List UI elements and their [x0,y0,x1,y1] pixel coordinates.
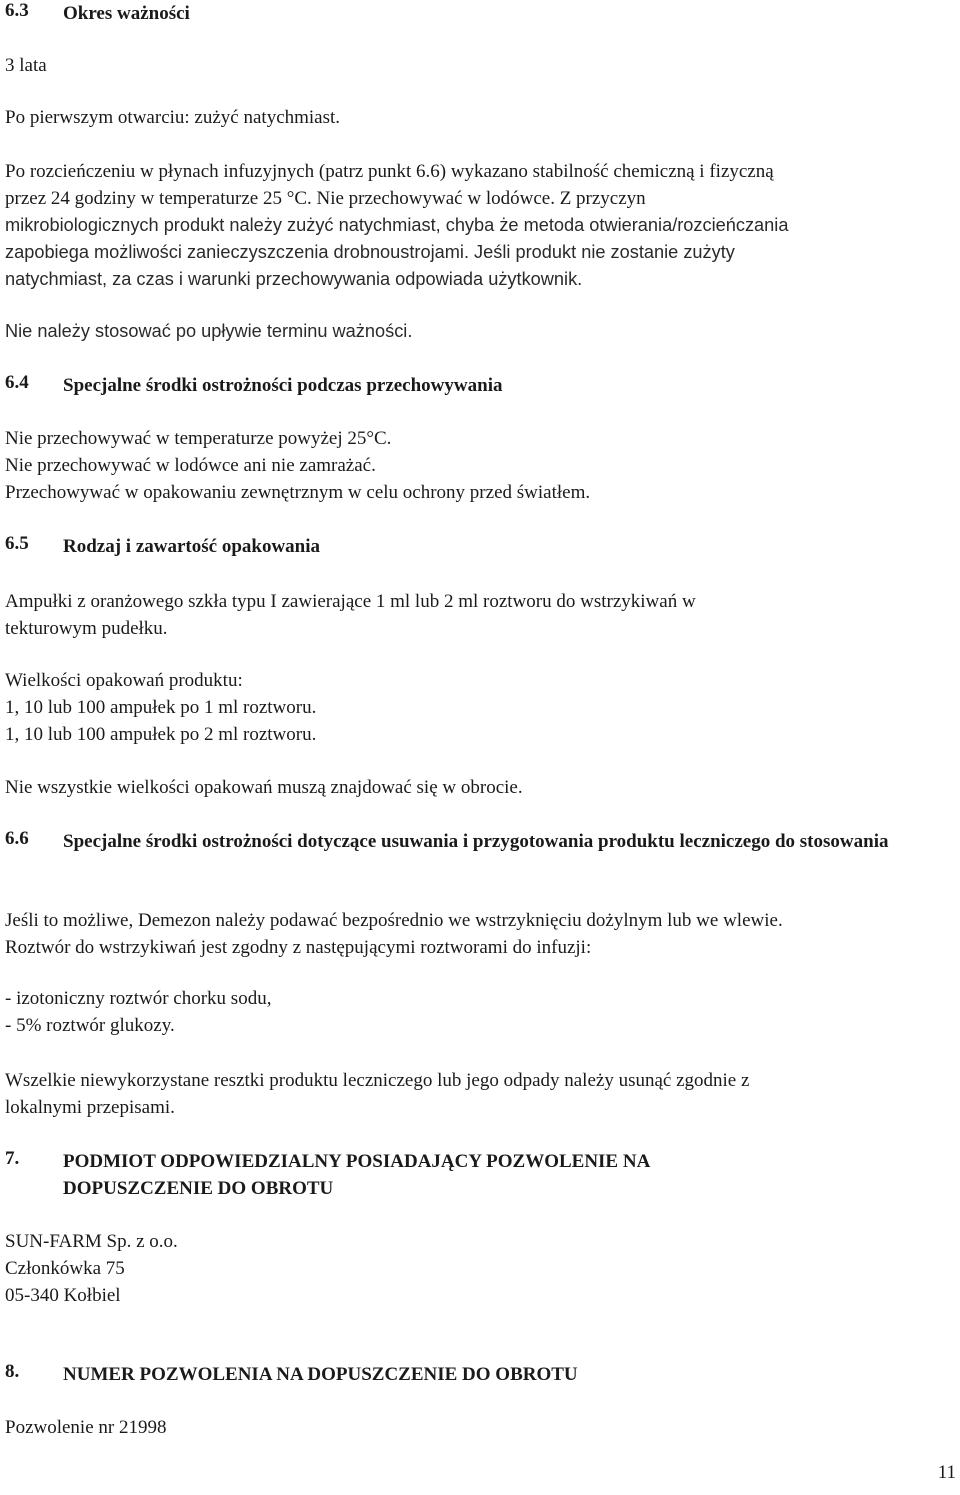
text-line: natychmiast, za czas i warunki przechowywania odpowiada użytkownik. [5,269,583,289]
text-line: Nie przechowywać w temperaturze powyżej 25°C. [5,428,392,449]
section-heading-7 [5,1148,960,1202]
section-number: 7. [5,1148,20,1169]
section-title: PODMIOT ODPOWIEDZIALNY POSIADAJĄCY POZWOLENIE NA DOPUSZCZENIE DO OBROTU [63,1151,650,1199]
text-line: Wszelkie niewykorzystane resztki produktu leczniczego lub jego odpady należy usunąć zgodnie z [5,1070,750,1091]
section-heading-6-4 [5,372,960,399]
section-heading-6-5 [5,533,960,560]
address-line: 05-340 Kołbiel [5,1285,121,1306]
section-title: Specjalne środki ostrożności dotyczące usuwania i przygotowania produktu leczniczego do stosowania [63,831,889,852]
section-number: 6.6 [5,828,29,849]
section-title: Rodzaj i zawartość opakowania [63,536,321,557]
text-line: mikrobiologicznych produkt należy zużyć natychmiast, chyba że metoda otwierania/rozcieńczania [5,215,789,235]
text-line: Nie należy stosować po upływie terminu ważności. [5,321,413,341]
section-heading-6-3 [5,0,960,27]
address-line: Członkówka 75 [5,1258,125,1279]
text-line: 1, 10 lub 100 ampułek po 2 ml roztworu. [5,724,317,745]
section-title: Specjalne środki ostrożności podczas przechowywania [63,375,503,396]
list-item: - 5% roztwór glukozy. [5,1015,175,1036]
section-heading-6-6 [5,828,960,855]
section-number: 6.3 [5,0,29,21]
section-number: 6.5 [5,533,29,554]
text-line: Wielkości opakowań produktu: [5,670,243,691]
address-line: SUN-FARM Sp. z o.o. [5,1231,178,1252]
paragraph: Pozwolenie nr 21998 [5,1417,167,1438]
paragraph: Po pierwszym otwarciu: zużyć natychmiast. [5,107,341,128]
text-line: Przechowywać w opakowaniu zewnętrznym w celu ochrony przed światłem. [5,482,591,503]
text-line: lokalnymi przepisami. [5,1097,175,1118]
text-line: Nie przechowywać w lodówce ani nie zamrażać. [5,455,376,476]
section-number: 8. [5,1361,20,1382]
text-line: przez 24 godziny w temperaturze 25 °C. Nie przechowywać w lodówce. Z przyczyn [5,188,646,209]
text-line: Po rozcieńczeniu w płynach infuzyjnych (patrz punkt 6.6) wykazano stabilność chemiczną i fizyczną [5,161,774,182]
list-item: - izotoniczny roztwór chorku sodu, [5,988,272,1009]
text-line: Roztwór do wstrzykiwań jest zgodny z następującymi roztworami do infuzji: [5,937,592,958]
text-line: zapobiega możliwości zanieczyszczenia drobnoustrojami. Jeśli produkt nie zostanie zużyty [5,242,735,262]
section-title: Okres ważności [63,3,190,24]
page-number: 11 [937,1462,956,1483]
section-title: NUMER POZWOLENIA NA DOPUSZCZENIE DO OBROTU [63,1364,578,1385]
paragraph: 3 lata [5,55,47,76]
text-line: Jeśli to możliwe, Demezon należy podawać bezpośrednio we wstrzyknięciu dożylnym lub we wlewie. [5,910,783,931]
section-number: 6.4 [5,372,29,393]
text-line: Ampułki z oranżowego szkła typu I zawierające 1 ml lub 2 ml roztworu do wstrzykiwań w [5,591,696,612]
text-line: 1, 10 lub 100 ampułek po 1 ml roztworu. [5,697,317,718]
section-heading-8 [5,1361,960,1388]
paragraph: Nie wszystkie wielkości opakowań muszą znajdować się w obrocie. [5,777,523,798]
text-line: tekturowym pudełku. [5,618,168,639]
